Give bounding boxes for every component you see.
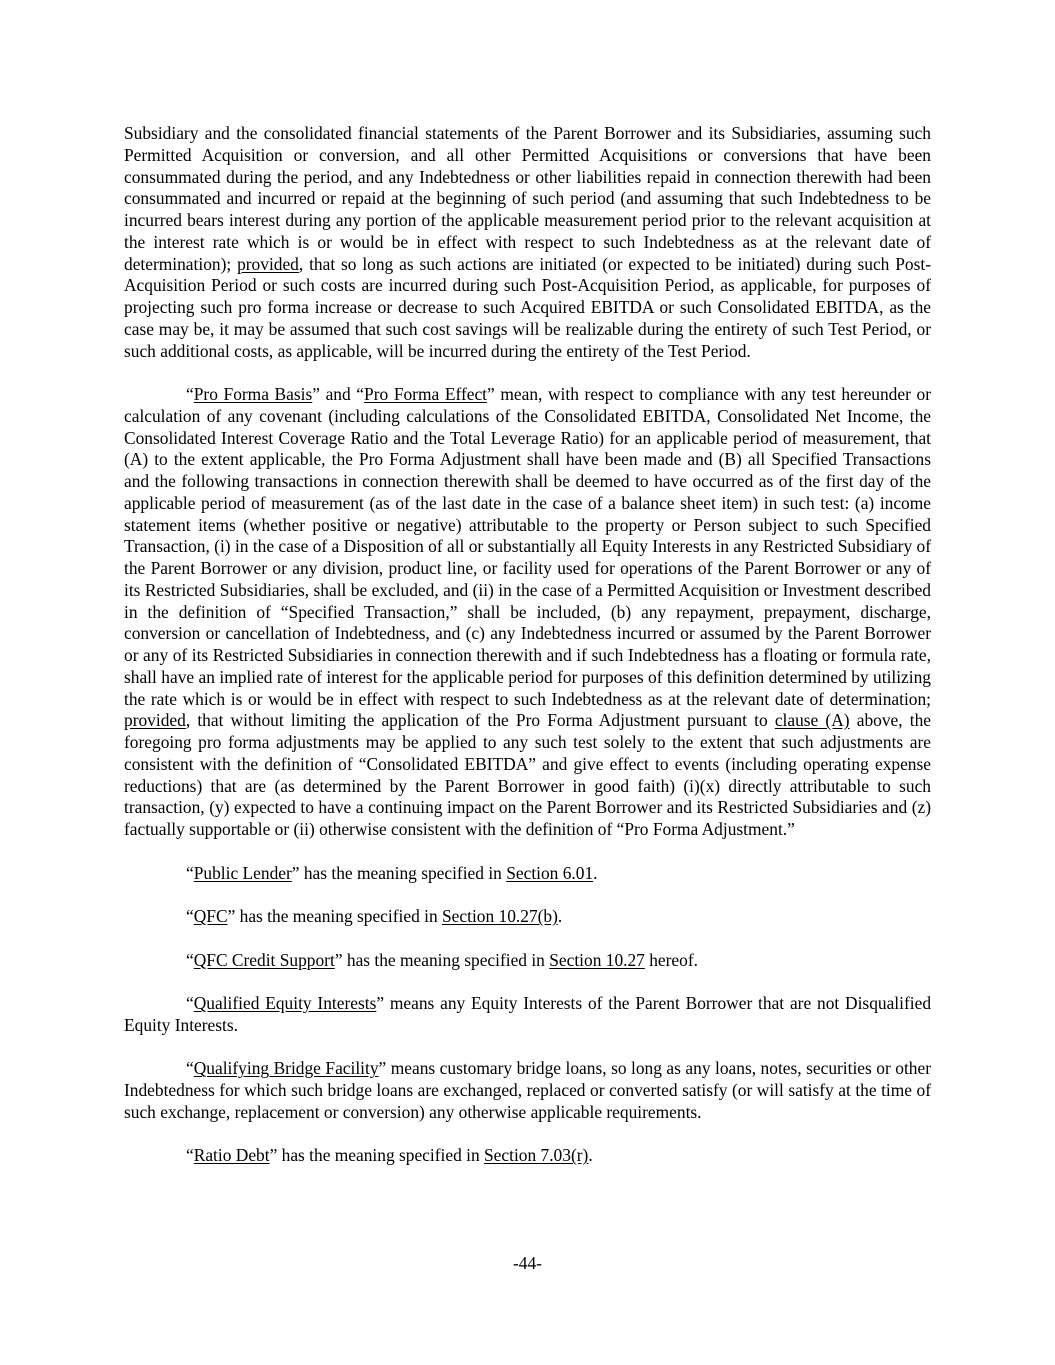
text-segment: , that so long as such actions are initiated (or expected to be initiated) during such Post-Acquisition Period or such costs are incurred during such Post-Acquisition Period, as applicable, for purposes of projecting such pro forma increase or decrease to such Acquired EBITDA or such Consolidated EBITDA, as the case may be, it may be assumed that such cost savings will be realizable during the entirety of such Test Period, or such additional costs, as applicable, will be incurred during the entirety of the Test Period. — [124, 253, 931, 361]
text-segment: “ — [186, 949, 194, 970]
text-segment: ” has the meaning specified in — [269, 1145, 484, 1166]
definition-pro-forma-basis — [124, 384, 931, 841]
text-segment: “ — [186, 384, 194, 404]
text-segment: “ — [186, 1058, 194, 1079]
defined-term-pro-forma-effect: Pro Forma Effect — [364, 384, 488, 404]
text-segment: ” has the meaning specified in — [334, 949, 550, 970]
text-segment: ” and “ — [312, 384, 365, 404]
text-segment: above, the foregoing pro forma adjustments may be applied to any such test solely to the extent that such adjustments are consistent with the definition of “Consolidated EBITDA” and give effect to events (including operating expense reductions) that are (as determined by the Parent Borrower in good faith) (i)(x) directly attributable to such transaction, (y) expected to have a continuing impact on the Parent Borrower and its Restricted Subsidiaries and (z) factually supportable or (ii) otherwise consistent with the definition of “Pro Forma Adjustment.” — [124, 710, 931, 839]
definition-ratio-debt — [124, 1145, 931, 1167]
text-segment: “ — [186, 993, 194, 1013]
definition-qfc — [124, 906, 931, 928]
text-segment: ” mean, with respect to compliance with any test hereunder or calculation of any covenant (including calculations of the Consolidated EBITDA, Consolidated Net Income, the Consolidated Interest Coverage Ratio and the Total Leverage Ratio) for an applicable period of measurement, that (A) to the extent applicable, the Pro Forma Adjustment shall have been made and (B) all Specified Transactions and the following transactions in connection therewith shall be deemed to have occurred as of the first day of the applicable period of measurement (as of the last date in the case of a balance sheet item) in such test: (a) income statement items (whether positive or negative) attributable to the property or Person subject to such Specified Transaction, (i) in the case of a Disposition of all or substantially all Equity Interests in any Restricted Subsidiary of the Parent Borrower or any division, product line, or facility used for operations of the Parent Borrower or any of its Restricted Subsidiaries, shall be excluded, and (ii) in the case of a Permitted Acquisition or Investment described in the definition of “Specified Transaction,” shall be included, (b) any repayment, prepayment, discharge, conversion or cancellation of Indebtedness, and (c) any Indebtedness incurred or assumed by the Parent Borrower or any of its Restricted Subsidiaries in connection therewith and if such Indebtedness has a floating or formula rate, shall have an implied rate of interest for the applicable period for purposes of this definition determined by utilizing the rate which is or would be in effect with respect to such Indebtedness as at the relevant date of determination; — [124, 384, 931, 709]
defined-term-qfc: QFC — [193, 906, 228, 926]
text-segment: . — [588, 1145, 593, 1166]
text-segment: ” means any Equity Interests of the Parent Borrower that are not Disqualified Equity Interests. — [124, 993, 932, 1035]
underlined-term-provided: provided — [237, 253, 299, 274]
paragraph-continuation — [124, 123, 931, 362]
text-segment: “ — [186, 906, 194, 926]
cross-reference-section-10-27: Section 10.27 — [549, 949, 645, 970]
text-segment: ” has the meaning specified in — [291, 862, 507, 883]
definition-qualifying-bridge-facility — [124, 1058, 931, 1123]
defined-term-pro-forma-basis: Pro Forma Basis — [193, 384, 313, 404]
definition-public-lender — [124, 863, 931, 885]
defined-term-qfc-credit-support: QFC Credit Support — [193, 949, 335, 970]
cross-reference-clause-a: clause (A) — [774, 710, 850, 731]
document-body — [124, 123, 931, 1189]
text-segment: ” has the meaning specified in — [227, 906, 442, 926]
text-segment: Subsidiary and the consolidated financial statements of the Parent Borrower and its Subsidiaries, assuming such Permitted Acquisition or conversion, and all other Permitted Acquisitions or conversions that have been consummated during the period, and any Indebtedness or other liabilities repaid in connection therewith had been consummated and incurred or repaid at the beginning of such period (and assuming that such Indebtedness to be incurred bears interest during any portion of the applicable measurement period prior to the relevant acquisition at the interest rate which is or would be in effect with respect to such Indebtedness as at the relevant date of determination); — [124, 123, 931, 274]
text-segment: “ — [186, 862, 194, 883]
defined-term-qualified-equity-interests: Qualified Equity Interests — [193, 993, 377, 1013]
defined-term-public-lender: Public Lender — [193, 862, 292, 883]
definition-qfc-credit-support — [124, 950, 931, 972]
text-segment: . — [593, 862, 598, 883]
cross-reference-section-6-01: Section 6.01 — [506, 862, 594, 883]
text-segment: , that without limiting the application of the Pro Forma Adjustment pursuant to — [185, 710, 775, 731]
cross-reference-section-10-27-b: Section 10.27(b) — [442, 906, 558, 926]
defined-term-qualifying-bridge-facility: Qualifying Bridge Facility — [193, 1058, 379, 1079]
text-segment: . — [557, 906, 563, 926]
text-segment: ” means customary bridge loans, so long as any loans, notes, securities or other Indebtedness for which such bridge loans are exchanged, replaced or converted satisfy (or will satisfy at the time of such exchange, replacement or conversion) any otherwise applicable requirements. — [124, 1058, 931, 1122]
defined-term-ratio-debt: Ratio Debt — [193, 1145, 270, 1166]
text-segment: hereof. — [644, 949, 698, 970]
cross-reference-section-7-03-r: Section 7.03(r) — [484, 1145, 589, 1166]
page-number: -44- — [513, 1253, 542, 1273]
underlined-term-provided: provided — [124, 710, 186, 731]
definition-qualified-equity-interests — [124, 993, 931, 1037]
text-segment: “ — [186, 1145, 194, 1166]
